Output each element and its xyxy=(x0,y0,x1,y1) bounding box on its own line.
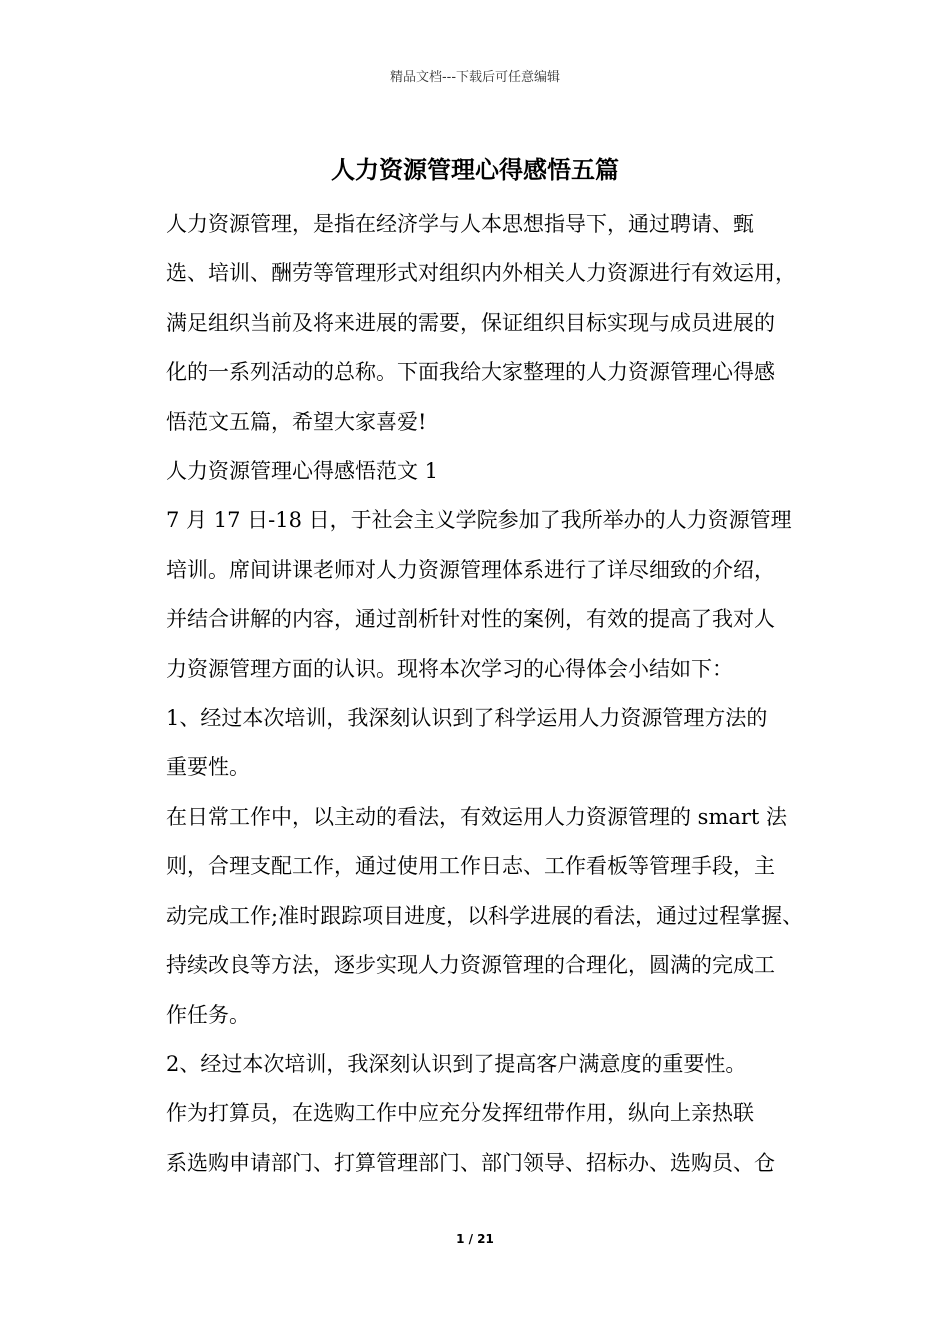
section-heading xyxy=(145,447,825,496)
text-line: 并结合讲解的内容，通过剖析针对性的案例，有效的提高了我对人 xyxy=(166,607,775,632)
page-header: 精品文档---下载后可任意编辑 xyxy=(389,70,561,85)
text-line: 7 月 17 日-18 日，于社会主义学院参加了我所举办的人力资源管理 xyxy=(166,508,792,533)
text-line: 系选购申请部门、打算管理部门、部门领导、招标办、选购员、仓 xyxy=(166,1150,775,1175)
text-line: 则，合理支配工作，通过使用工作日志、工作看板等管理手段，主 xyxy=(166,854,775,879)
document-title: 人力资源管理心得感悟五篇 xyxy=(331,156,619,184)
text-line: 悟范文五篇，希望大家喜爱! xyxy=(166,409,427,434)
text-line: 作任务。 xyxy=(166,1002,250,1027)
text-line: 人力资源管理心得感悟范文 1 xyxy=(166,459,439,484)
text-line: 动完成工作;准时跟踪项目进度，以科学进展的看法，通过过程掌握、 xyxy=(166,903,804,928)
text-line: 化的一系列活动的总称。下面我给大家整理的人力资源管理心得感 xyxy=(166,360,775,385)
paragraph xyxy=(145,793,825,1040)
paragraph xyxy=(145,1040,825,1089)
paragraph-intro xyxy=(145,200,825,447)
text-line: 力资源管理方面的认识。现将本次学习的心得体会小结如下： xyxy=(166,656,733,681)
text-line: 持续改良等方法，逐步实现人力资源管理的合理化，圆满的完成工 xyxy=(166,953,775,978)
text-line: 培训。席间讲课老师对人力资源管理体系进行了详尽细致的介绍， xyxy=(166,557,775,582)
paragraph xyxy=(145,694,825,793)
text-line: 作为打算员，在选购工作中应充分发挥纽带作用，纵向上亲热联 xyxy=(166,1101,754,1126)
paragraph xyxy=(145,1089,825,1188)
text-line: 2、经过本次培训，我深刻认识到了提高客户满意度的重要性。 xyxy=(166,1051,747,1076)
paragraph xyxy=(145,496,825,694)
document-body xyxy=(145,200,825,1188)
text-line: 在日常工作中，以主动的看法，有效运用人力资源管理的 smart 法 xyxy=(166,804,788,829)
text-line: 1、经过本次培训，我深刻认识到了科学运用人力资源管理方法的 xyxy=(166,706,768,731)
text-line: 重要性。 xyxy=(166,755,250,780)
text-line: 满足组织当前及将来进展的需要，保证组织目标实现与成员进展的 xyxy=(166,310,775,335)
text-line: 人力资源管理，是指在经济学与人本思想指导下，通过聘请、甄 xyxy=(166,212,754,236)
text-line: 选、培训、酬劳等管理形式对组织内外相关人力资源进行有效运用， xyxy=(166,261,796,286)
page-number: 1 / 21 xyxy=(456,1232,494,1246)
